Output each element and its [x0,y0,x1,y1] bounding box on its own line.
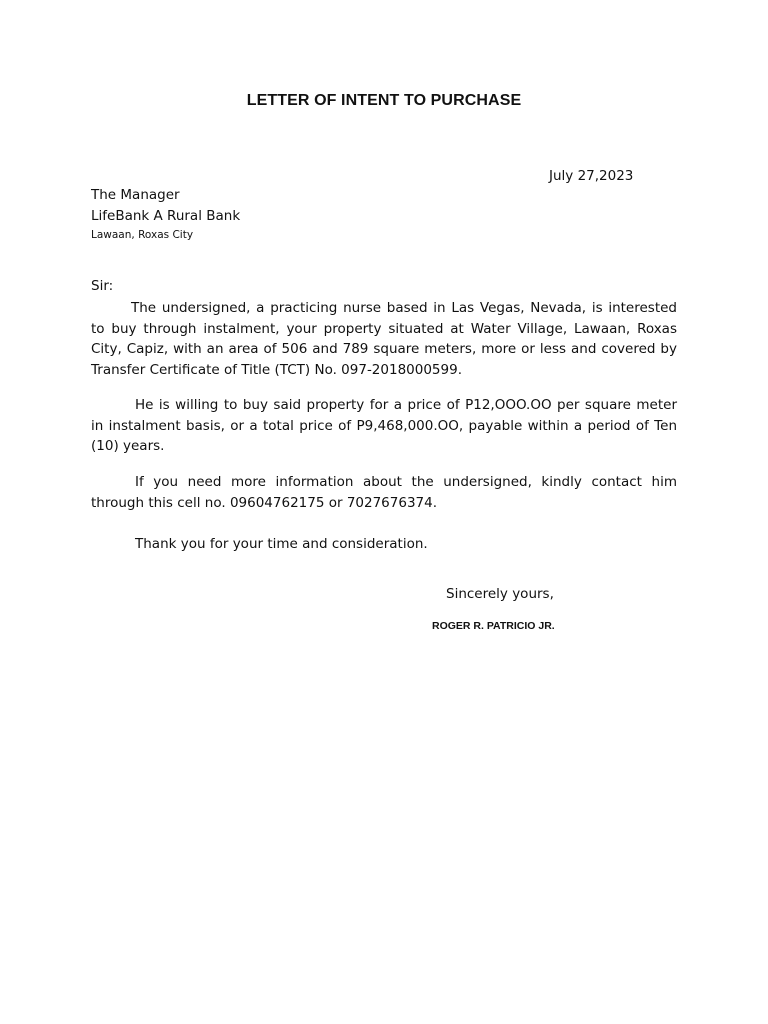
paragraph-thanks: Thank you for your time and consideration. [135,536,428,552]
signer-name: ROGER R. PATRICIO JR. [432,620,555,632]
recipient-address: Lawaan, Roxas City [91,229,194,241]
paragraph-contact: If you need more information about the undersigned, kindly contact him through this cell no. 09604762175 or 7027676374. [91,474,677,511]
recipient-title: The Manager [91,187,180,203]
salutation: Sir: [91,278,114,294]
letter-title: LETTER OF INTENT TO PURCHASE [246,92,522,109]
paragraph-price: He is willing to buy said property for a price of P12,OOO.OO per square meter in instalment basis, or a total price of P9,468,000.OO, payable within a period of Ten (10) years. [91,397,677,454]
recipient-bank: LifeBank A Rural Bank [91,208,241,224]
closing: Sincerely yours, [446,586,554,602]
letter-date: July 27,2023 [549,168,634,184]
paragraph-intent: The undersigned, a practicing nurse based in Las Vegas, Nevada, is interested to buy through instalment, your property situated at Water Village, Lawaan, Roxas City, Capiz, with an area of 506 and 789 square meters, more or less and covered by Transfer Certificate of Title (TCT) No. 097-2018000599. [91,300,677,378]
